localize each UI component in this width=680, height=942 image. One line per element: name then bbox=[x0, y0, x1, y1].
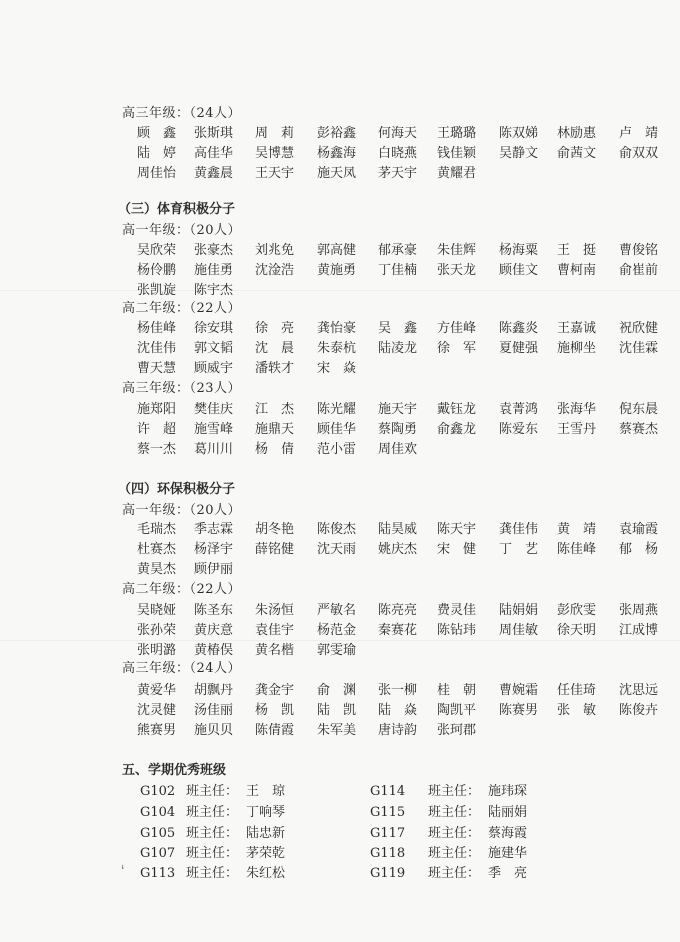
student-name: 王 挺 bbox=[557, 243, 597, 258]
student-name: 杨范金 bbox=[317, 623, 357, 638]
student-name: 胡冬艳 bbox=[255, 522, 295, 537]
student-name: 葛川川 bbox=[194, 442, 234, 457]
student-name: 施贝贝 bbox=[194, 723, 234, 738]
class-row bbox=[140, 780, 285, 799]
student-name: 吴静文 bbox=[499, 146, 539, 161]
student-name: 黄椿俣 bbox=[194, 643, 234, 658]
student-name: 郁 杨 bbox=[619, 542, 659, 557]
student-name: 吴博慧 bbox=[255, 146, 295, 161]
student-name: 周佳怡 bbox=[137, 166, 177, 181]
student-name: 龚金宇 bbox=[255, 683, 295, 698]
student-name: 施天宇 bbox=[378, 402, 418, 417]
class-code: G119 bbox=[370, 866, 406, 881]
student-name: 杨伶鹏 bbox=[137, 263, 177, 278]
class-code: G117 bbox=[370, 826, 406, 841]
student-name: 黄爱华 bbox=[137, 683, 177, 698]
student-name: 黄庆意 bbox=[194, 623, 234, 638]
student-name: 许 超 bbox=[137, 422, 177, 437]
teacher-name: 丁响琴 bbox=[246, 805, 286, 820]
student-name: 顾 鑫 bbox=[137, 126, 177, 141]
student-name: 黄鑫晨 bbox=[194, 166, 234, 181]
student-name: 王天宇 bbox=[255, 166, 295, 181]
student-name: 熊赛男 bbox=[137, 723, 177, 738]
class-row bbox=[140, 842, 285, 861]
student-name: 杜赛杰 bbox=[137, 542, 177, 557]
student-name: 宋 健 bbox=[437, 542, 477, 557]
student-name: 刘兆免 bbox=[255, 243, 295, 258]
student-name: 陆娟娟 bbox=[499, 603, 539, 618]
margin-mark-icon: ꜜ bbox=[121, 864, 125, 875]
student-name: 杨佳峰 bbox=[137, 321, 177, 336]
student-name: 薛铭健 bbox=[255, 542, 295, 557]
student-name: 黄耀君 bbox=[437, 166, 477, 181]
student-name: 龚怡豪 bbox=[317, 321, 357, 336]
student-name: 陈天宇 bbox=[437, 522, 477, 537]
student-name: 陈佳峰 bbox=[557, 542, 597, 557]
student-name: 毛瑞杰 bbox=[137, 522, 177, 537]
class-row bbox=[370, 801, 527, 820]
class-row bbox=[140, 801, 285, 820]
student-name: 沈思远 bbox=[619, 683, 659, 698]
student-name: 季志霖 bbox=[194, 522, 234, 537]
student-name: 陈鑫炎 bbox=[499, 321, 539, 336]
student-name: 朱泰杭 bbox=[317, 341, 357, 356]
student-name: 黄名楷 bbox=[255, 643, 295, 658]
student-name: 郭雯瑜 bbox=[317, 643, 357, 658]
class-code: G118 bbox=[370, 846, 406, 861]
student-name: 张孙荣 bbox=[137, 623, 177, 638]
student-name: 陈圣东 bbox=[194, 603, 234, 618]
student-name: 杨 凯 bbox=[255, 703, 295, 718]
student-name: 张周燕 bbox=[619, 603, 659, 618]
student-name: 王嘉诚 bbox=[557, 321, 597, 336]
student-name: 钱佳颖 bbox=[437, 146, 477, 161]
student-name: 陈赛男 bbox=[499, 703, 539, 718]
student-name: 潘轶才 bbox=[255, 361, 295, 376]
student-name: 沈灵健 bbox=[137, 703, 177, 718]
student-name: 戴钰龙 bbox=[437, 402, 477, 417]
student-name: 张天龙 bbox=[437, 263, 477, 278]
student-name: 秦赛花 bbox=[378, 623, 418, 638]
student-name: 倪东晨 bbox=[619, 402, 659, 417]
class-code: G105 bbox=[140, 826, 176, 841]
student-name: 严敏名 bbox=[317, 603, 357, 618]
student-name: 汤佳丽 bbox=[194, 703, 234, 718]
student-name: 方佳峰 bbox=[437, 321, 477, 336]
teacher-label: 班主任： bbox=[428, 805, 481, 820]
paper-fold bbox=[0, 290, 680, 291]
student-name: 蔡一杰 bbox=[137, 442, 177, 457]
grade-header: 高二年级：（22人） bbox=[122, 582, 242, 597]
student-name: 周 莉 bbox=[255, 126, 295, 141]
student-name: 郭高健 bbox=[317, 243, 357, 258]
student-name: 顾伊丽 bbox=[194, 562, 234, 577]
student-name: 俞 渊 bbox=[317, 683, 357, 698]
student-name: 高佳华 bbox=[194, 146, 234, 161]
teacher-label: 班主任： bbox=[186, 866, 239, 881]
student-name: 施郑阳 bbox=[137, 402, 177, 417]
student-name: 俞双双 bbox=[619, 146, 659, 161]
class-row bbox=[370, 822, 527, 841]
student-name: 张 敏 bbox=[557, 703, 597, 718]
student-name: 杨海粟 bbox=[499, 243, 539, 258]
student-name: 陈钻玮 bbox=[437, 623, 477, 638]
student-name: 张一柳 bbox=[378, 683, 418, 698]
class-row bbox=[370, 780, 527, 799]
teacher-name: 施建华 bbox=[488, 846, 528, 861]
student-name: 张凯旋 bbox=[137, 283, 177, 298]
student-name: 宋 焱 bbox=[317, 361, 357, 376]
student-name: 卢 靖 bbox=[619, 126, 659, 141]
student-name: 何海天 bbox=[378, 126, 418, 141]
student-name: 丁 艺 bbox=[499, 542, 539, 557]
student-name: 顾威宇 bbox=[194, 361, 234, 376]
student-name: 沈淦浩 bbox=[255, 263, 295, 278]
student-name: 沈 晨 bbox=[255, 341, 295, 356]
student-name: 蔡陶勇 bbox=[378, 422, 418, 437]
student-name: 王雪丹 bbox=[557, 422, 597, 437]
student-name: 唐诗韵 bbox=[378, 723, 418, 738]
grade-header: 高二年级：（22人） bbox=[122, 301, 242, 316]
student-name: 周佳欢 bbox=[378, 442, 418, 457]
student-name: 陈宇杰 bbox=[194, 283, 234, 298]
student-name: 杨鑫海 bbox=[317, 146, 357, 161]
student-name: 俞崔前 bbox=[619, 263, 659, 278]
student-name: 吴欣荣 bbox=[137, 243, 177, 258]
grade-header: 高三年级：（23人） bbox=[122, 381, 242, 396]
class-row bbox=[370, 862, 527, 881]
student-name: 曹婉霜 bbox=[499, 683, 539, 698]
teacher-label: 班主任： bbox=[186, 846, 239, 861]
teacher-label: 班主任： bbox=[428, 846, 481, 861]
class-row bbox=[370, 842, 527, 861]
student-name: 张明潞 bbox=[137, 643, 177, 658]
student-name: 袁佳宇 bbox=[255, 623, 295, 638]
student-name: 沈天雨 bbox=[317, 542, 357, 557]
teacher-name: 陆忠新 bbox=[246, 826, 286, 841]
student-name: 陈光耀 bbox=[317, 402, 357, 417]
grade-header: 高三年级：（24人） bbox=[122, 106, 242, 121]
student-name: 林励惠 bbox=[557, 126, 597, 141]
section-title: 五、学期优秀班级 bbox=[122, 763, 227, 778]
class-code: G114 bbox=[370, 784, 406, 799]
student-name: 沈佳伟 bbox=[137, 341, 177, 356]
grade-header: 高一年级：（20人） bbox=[122, 223, 242, 238]
student-name: 徐 军 bbox=[437, 341, 477, 356]
teacher-name: 施玮琛 bbox=[488, 784, 528, 799]
student-name: 曹柯南 bbox=[557, 263, 597, 278]
student-name: 黄 靖 bbox=[557, 522, 597, 537]
student-name: 沈佳霖 bbox=[619, 341, 659, 356]
student-name: 祝欣健 bbox=[619, 321, 659, 336]
student-name: 陈俊卉 bbox=[619, 703, 659, 718]
student-name: 黄昊杰 bbox=[137, 562, 177, 577]
student-name: 顾佳华 bbox=[317, 422, 357, 437]
student-name: 陈双娣 bbox=[499, 126, 539, 141]
student-name: 蔡赛杰 bbox=[619, 422, 659, 437]
student-name: 彭裕鑫 bbox=[317, 126, 357, 141]
student-name: 桂 朝 bbox=[437, 683, 477, 698]
student-name: 张海华 bbox=[557, 402, 597, 417]
student-name: 徐 亮 bbox=[255, 321, 295, 336]
student-name: 施雪峰 bbox=[194, 422, 234, 437]
student-name: 杨泽宇 bbox=[194, 542, 234, 557]
student-name: 吴 鑫 bbox=[378, 321, 418, 336]
class-code: G115 bbox=[370, 805, 406, 820]
student-name: 徐安琪 bbox=[194, 321, 234, 336]
student-name: 彭欣雯 bbox=[557, 603, 597, 618]
student-name: 樊佳庆 bbox=[194, 402, 234, 417]
student-name: 俞茜文 bbox=[557, 146, 597, 161]
student-name: 陆 婷 bbox=[137, 146, 177, 161]
student-name: 胡飘丹 bbox=[194, 683, 234, 698]
student-name: 郁承豪 bbox=[378, 243, 418, 258]
student-name: 徐天明 bbox=[557, 623, 597, 638]
student-name: 陶凯平 bbox=[437, 703, 477, 718]
teacher-name: 王 琼 bbox=[246, 784, 286, 799]
student-name: 丁佳楠 bbox=[378, 263, 418, 278]
student-name: 张斯琪 bbox=[194, 126, 234, 141]
student-name: 江成博 bbox=[619, 623, 659, 638]
student-name: 江 杰 bbox=[255, 402, 295, 417]
teacher-name: 季 亮 bbox=[488, 866, 528, 881]
student-name: 曹俊铭 bbox=[619, 243, 659, 258]
student-name: 郭文韬 bbox=[194, 341, 234, 356]
student-name: 曹天慧 bbox=[137, 361, 177, 376]
teacher-name: 朱红松 bbox=[246, 866, 286, 881]
student-name: 任佳琦 bbox=[557, 683, 597, 698]
student-name: 范小雷 bbox=[317, 442, 357, 457]
student-name: 周佳敏 bbox=[499, 623, 539, 638]
teacher-name: 陆丽娟 bbox=[488, 805, 528, 820]
student-name: 陆昊威 bbox=[378, 522, 418, 537]
student-name: 朱佳辉 bbox=[437, 243, 477, 258]
student-name: 陆 焱 bbox=[378, 703, 418, 718]
teacher-label: 班主任： bbox=[186, 826, 239, 841]
student-name: 施鼎天 bbox=[255, 422, 295, 437]
student-name: 王璐璐 bbox=[437, 126, 477, 141]
student-name: 姚庆杰 bbox=[378, 542, 418, 557]
student-name: 费灵佳 bbox=[437, 603, 477, 618]
teacher-label: 班主任： bbox=[428, 866, 481, 881]
student-name: 俞鑫龙 bbox=[437, 422, 477, 437]
teacher-name: 茅荣乾 bbox=[246, 846, 286, 861]
student-name: 朱汤恒 bbox=[255, 603, 295, 618]
student-name: 陈倩霞 bbox=[255, 723, 295, 738]
student-name: 袁菁鸿 bbox=[499, 402, 539, 417]
section-title: （四）环保积极分子 bbox=[118, 482, 236, 497]
class-code: G102 bbox=[140, 784, 176, 799]
student-name: 陈爱东 bbox=[499, 422, 539, 437]
class-code: G113 bbox=[140, 866, 176, 881]
student-name: 龚佳伟 bbox=[499, 522, 539, 537]
student-name: 袁瑜霞 bbox=[619, 522, 659, 537]
class-code: G107 bbox=[140, 846, 176, 861]
student-name: 施柳坐 bbox=[557, 341, 597, 356]
class-row bbox=[140, 822, 285, 841]
student-name: 顾佳文 bbox=[499, 263, 539, 278]
grade-header: 高一年级：（20人） bbox=[122, 503, 242, 518]
student-name: 茅天宇 bbox=[378, 166, 418, 181]
teacher-label: 班主任： bbox=[186, 784, 239, 799]
teacher-name: 蔡海霞 bbox=[488, 826, 528, 841]
student-name: 施天凤 bbox=[317, 166, 357, 181]
student-name: 陈俊杰 bbox=[317, 522, 357, 537]
class-code: G104 bbox=[140, 805, 176, 820]
class-row bbox=[140, 862, 285, 881]
teacher-label: 班主任： bbox=[428, 784, 481, 799]
student-name: 张珂郡 bbox=[437, 723, 477, 738]
student-name: 陆凌龙 bbox=[378, 341, 418, 356]
grade-header: 高三年级：（24人） bbox=[122, 661, 242, 676]
student-name: 白晓燕 bbox=[378, 146, 418, 161]
student-name: 张豪杰 bbox=[194, 243, 234, 258]
teacher-label: 班主任： bbox=[428, 826, 481, 841]
student-name: 施佳勇 bbox=[194, 263, 234, 278]
student-name: 陆 凯 bbox=[317, 703, 357, 718]
student-name: 夏健强 bbox=[499, 341, 539, 356]
student-name: 吴晓娅 bbox=[137, 603, 177, 618]
student-name: 黄施勇 bbox=[317, 263, 357, 278]
student-name: 杨 倩 bbox=[255, 442, 295, 457]
student-name: 陈亮亮 bbox=[378, 603, 418, 618]
teacher-label: 班主任： bbox=[186, 805, 239, 820]
student-name: 朱军美 bbox=[317, 723, 357, 738]
section-title: （三）体育积极分子 bbox=[118, 202, 236, 217]
